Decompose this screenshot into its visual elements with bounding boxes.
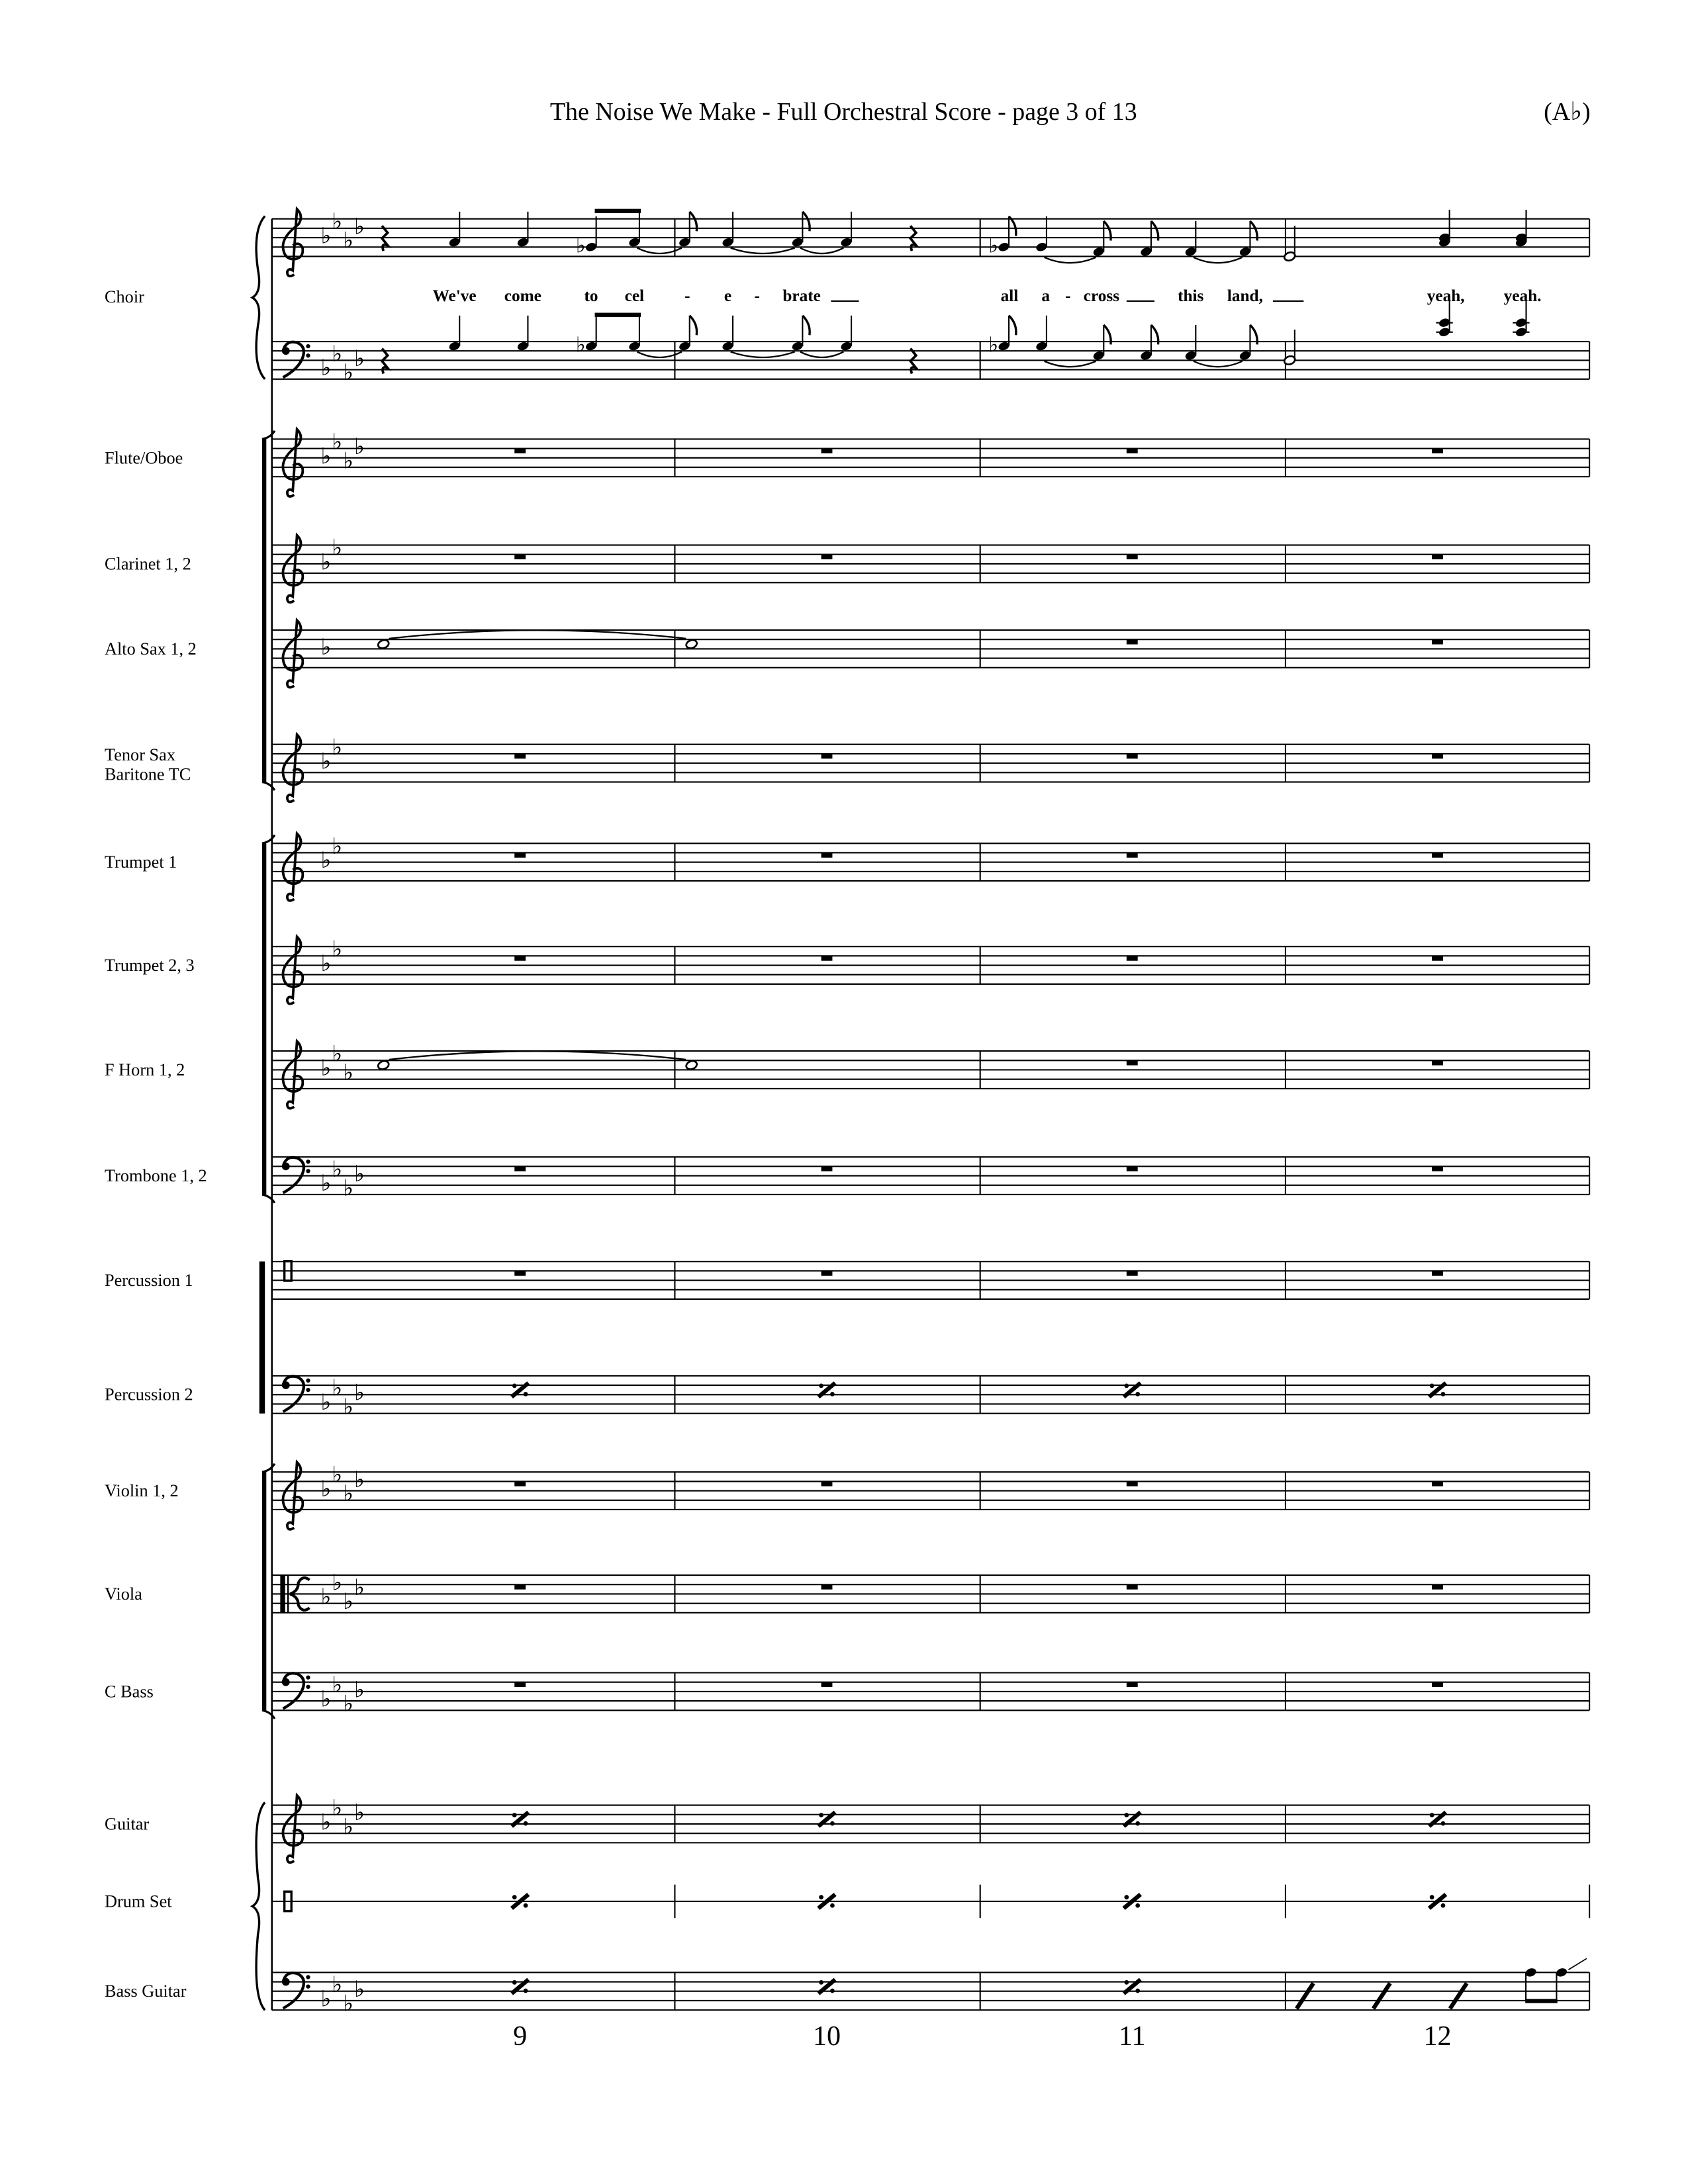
key-signature-flat: ♭ (332, 834, 343, 859)
whole-rest (821, 1271, 833, 1275)
whole-rest (514, 1584, 526, 1589)
key-signature-flat: ♭ (320, 1987, 332, 2012)
key-signature-flat: ♭ (343, 228, 354, 253)
key-signature-flat: ♭ (320, 1056, 332, 1081)
instrument-label: Percussion 2 (104, 1385, 193, 1404)
whole-rest (514, 1481, 526, 1486)
key-signature-flat: ♭ (332, 536, 343, 561)
whole-rest (821, 852, 833, 857)
whole-rest (1127, 555, 1138, 559)
bass-clef-dot (306, 344, 310, 348)
key-signature-flat: ♭ (320, 1810, 332, 1835)
repeat-dot (1124, 1895, 1129, 1899)
whole-rest (1432, 555, 1443, 559)
key-signature-flat: ♭ (353, 435, 365, 460)
strings-bracket-hook (262, 1464, 275, 1473)
whole-rest (514, 1271, 526, 1275)
key-label: (A♭) (1544, 98, 1591, 126)
key-signature-flat: ♭ (320, 1477, 332, 1502)
key-signature-flat: ♭ (353, 1467, 365, 1492)
whole-rest (1127, 1584, 1138, 1589)
eighth-flag (1009, 316, 1016, 335)
strings-bracket-hook (262, 1710, 275, 1719)
repeat-dot (830, 1903, 835, 1908)
key-signature-flat: ♭ (320, 1584, 332, 1610)
whole-note (685, 1060, 698, 1071)
repeat-dot (1430, 1813, 1434, 1817)
rhythm-brace (252, 1802, 265, 2010)
instrument-label: Guitar (104, 1814, 150, 1834)
whole-rest (1127, 1271, 1138, 1275)
key-signature-flat: ♭ (332, 210, 343, 235)
instrument-label: Clarinet 1, 2 (104, 554, 191, 574)
flat-accidental: ♭ (575, 333, 586, 357)
whole-rest (821, 956, 833, 960)
tie (1045, 257, 1096, 263)
instrument-label: Baritone TC (104, 764, 191, 784)
whole-rest (1432, 1060, 1443, 1065)
whole-rest (1432, 1584, 1443, 1589)
bass-clef-dot (306, 1160, 310, 1163)
key-signature-flat: ♭ (320, 1171, 332, 1197)
eighth-flag (802, 316, 810, 335)
lyric-syllable: all (1000, 286, 1019, 305)
key-signature-flat: ♭ (343, 449, 354, 474)
percussion-bracket (259, 1261, 265, 1414)
choir-brace (252, 216, 265, 379)
bass-clef-dot (306, 1975, 310, 1979)
key-signature-flat: ♭ (343, 1590, 354, 1615)
brass-bracket-hook (262, 1195, 275, 1203)
flat-accidental: ♭ (575, 234, 586, 257)
repeat-dot (830, 1392, 835, 1396)
repeat-dot (1124, 1980, 1129, 1985)
repeat-dot (1135, 1903, 1140, 1908)
tie (1194, 361, 1243, 367)
key-signature-flat: ♭ (320, 749, 332, 774)
lyric-syllable: land, (1227, 286, 1263, 305)
beam (1525, 1999, 1557, 2003)
repeat-dot (819, 1813, 823, 1817)
tie (389, 630, 686, 639)
measure-number: 11 (1119, 2020, 1146, 2052)
instrument-label: Trumpet 1 (104, 852, 177, 872)
key-signature-flat: ♭ (332, 430, 343, 455)
lyric-syllable: - (1065, 286, 1071, 305)
instrument-label: Choir (104, 287, 144, 307)
key-signature-flat: ♭ (320, 635, 332, 660)
tie (389, 1051, 686, 1060)
repeat-dot (1124, 1383, 1129, 1388)
whole-rest (514, 449, 526, 453)
whole-rest (1432, 754, 1443, 758)
bass-clef-dot (306, 1169, 310, 1173)
whole-rest (1432, 449, 1443, 453)
key-signature-flat: ♭ (343, 1482, 354, 1507)
glissando-line (1569, 1958, 1587, 1970)
whole-rest (514, 956, 526, 960)
page-title: The Noise We Make - Full Orchestral Score - page 3 of 13 (549, 98, 1137, 126)
whole-rest (1432, 852, 1443, 857)
whole-rest (514, 1682, 526, 1687)
tie (731, 352, 795, 357)
instrument-label: Violin 1, 2 (104, 1481, 179, 1501)
tie (800, 352, 843, 357)
bass-clef-dot (306, 1984, 310, 1988)
repeat-dot (512, 1980, 517, 1985)
repeat-dot (1430, 1383, 1434, 1388)
whole-rest (821, 1584, 833, 1589)
instrument-label: Tenor Sax (104, 745, 176, 764)
whole-rest (1432, 956, 1443, 960)
tie (731, 248, 795, 253)
instrument-label: Viola (104, 1584, 142, 1604)
whole-note (377, 639, 389, 650)
key-signature-flat: ♭ (332, 341, 343, 367)
flat-accidental: ♭ (988, 333, 999, 357)
bass-clef-dot (306, 1388, 310, 1392)
lyric-syllable: - (754, 286, 760, 305)
eighth-flag (690, 316, 697, 335)
key-signature-flat: ♭ (320, 444, 332, 469)
whole-rest (1432, 1271, 1443, 1275)
alto-clef-icon (287, 1575, 289, 1613)
key-signature-flat: ♭ (332, 937, 343, 962)
key-signature-flat: ♭ (343, 1815, 354, 1840)
instrument-label: Percussion 1 (104, 1270, 193, 1290)
instrument-label: Alto Sax 1, 2 (104, 639, 197, 659)
whole-rest (514, 852, 526, 857)
lyric-syllable: cel (624, 286, 645, 305)
whole-note (377, 1060, 389, 1071)
repeat-dot (524, 1821, 528, 1826)
key-signature-flat: ♭ (320, 951, 332, 976)
whole-rest (821, 754, 833, 758)
key-signature-flat: ♭ (353, 1381, 365, 1406)
repeat-dot (512, 1383, 517, 1388)
woodwind-bracket-hook (262, 782, 275, 791)
key-signature-flat: ♭ (353, 214, 365, 240)
woodwind-bracket-hook (262, 431, 275, 439)
key-signature-flat: ♭ (353, 1678, 365, 1703)
instrument-label: Drum Set (104, 1891, 172, 1911)
key-signature-flat: ♭ (332, 1570, 343, 1596)
whole-rest (1127, 639, 1138, 644)
instrument-label: F Horn 1, 2 (104, 1060, 185, 1079)
measure-number: 9 (513, 2020, 528, 2052)
lyric-syllable: to (584, 286, 598, 305)
key-signature-flat: ♭ (332, 1042, 343, 1067)
whole-rest (514, 754, 526, 758)
whole-rest (821, 555, 833, 559)
flat-accidental: ♭ (988, 234, 999, 257)
brass-bracket-hook (262, 835, 275, 844)
key-signature-flat: ♭ (343, 1176, 354, 1201)
lyric-syllable: yeah. (1503, 286, 1542, 305)
whole-rest (514, 1166, 526, 1171)
whole-rest (1432, 1166, 1443, 1171)
lyric-syllable: e (724, 286, 732, 305)
whole-note (685, 639, 698, 650)
repeat-dot (1124, 1813, 1129, 1817)
key-signature-flat: ♭ (320, 550, 332, 575)
key-signature-flat: ♭ (332, 1463, 343, 1488)
whole-rest (1127, 1060, 1138, 1065)
whole-rest (1127, 1166, 1138, 1171)
measure-number: 10 (812, 2020, 841, 2052)
whole-rest (821, 449, 833, 453)
repeat-dot (524, 1989, 528, 1993)
instrument-label: Trumpet 2, 3 (104, 955, 195, 975)
tie (1194, 257, 1243, 263)
key-signature-flat: ♭ (343, 1692, 354, 1717)
repeat-dot (830, 1989, 835, 1993)
lyric-syllable: We've (432, 286, 477, 305)
key-signature-flat: ♭ (332, 1973, 343, 1998)
bass-clef-dot (306, 353, 310, 357)
whole-rest (821, 1682, 833, 1687)
whole-rest (821, 1481, 833, 1486)
repeat-dot (1441, 1903, 1446, 1908)
key-signature-flat: ♭ (320, 224, 332, 249)
key-signature-flat: ♭ (320, 848, 332, 874)
instrument-label: Flute/Oboe (104, 448, 183, 468)
bass-clef-dot (306, 1675, 310, 1679)
lyric-syllable: - (684, 286, 690, 305)
whole-rest (1127, 449, 1138, 453)
key-signature-flat: ♭ (353, 1801, 365, 1826)
strings-bracket (262, 1472, 266, 1710)
tie (800, 248, 843, 253)
key-signature-flat: ♭ (343, 361, 354, 386)
key-signature-flat: ♭ (332, 1796, 343, 1821)
repeat-dot (1135, 1821, 1140, 1826)
whole-rest (1127, 754, 1138, 758)
beam (595, 209, 641, 213)
lyric-syllable: brate (782, 286, 821, 305)
key-signature-flat: ♭ (332, 1673, 343, 1698)
whole-rest (1432, 1481, 1443, 1486)
rhythm-slash (1297, 1983, 1313, 2009)
instrument-label: Trombone 1, 2 (104, 1166, 207, 1186)
lyric-syllable: come (504, 286, 541, 305)
key-signature-flat: ♭ (343, 1991, 354, 2017)
key-signature-flat: ♭ (353, 1162, 365, 1187)
key-signature-flat: ♭ (320, 356, 332, 381)
brass-bracket (262, 843, 266, 1195)
bass-clef-dot (306, 1379, 310, 1383)
repeat-dot (524, 1903, 528, 1908)
key-signature-flat: ♭ (320, 1390, 332, 1415)
key-signature-flat: ♭ (343, 1061, 354, 1086)
whole-rest (1127, 852, 1138, 857)
bass-clef-dot (306, 1685, 310, 1689)
repeat-dot (1430, 1895, 1434, 1899)
key-signature-flat: ♭ (332, 1157, 343, 1182)
key-signature-flat: ♭ (332, 1376, 343, 1401)
rhythm-slash (1374, 1983, 1390, 2009)
repeat-dot (819, 1980, 823, 1985)
whole-rest (1432, 1682, 1443, 1687)
whole-rest (1127, 1682, 1138, 1687)
repeat-dot (1135, 1392, 1140, 1396)
beam (595, 313, 641, 317)
whole-rest (1127, 1481, 1138, 1486)
key-signature-flat: ♭ (343, 1394, 354, 1420)
alto-clef-icon (280, 1575, 285, 1613)
key-signature-flat: ♭ (320, 1687, 332, 1712)
lyric-syllable: cross (1083, 286, 1120, 305)
key-signature-flat: ♭ (332, 735, 343, 760)
lyric-syllable: a (1041, 286, 1051, 305)
whole-rest (1432, 639, 1443, 644)
key-signature-flat: ♭ (353, 346, 365, 371)
repeat-dot (524, 1392, 528, 1396)
repeat-dot (512, 1813, 517, 1817)
measure-number: 12 (1423, 2020, 1452, 2052)
whole-rest (1127, 956, 1138, 960)
instrument-label: Bass Guitar (104, 1981, 187, 2001)
repeat-dot (1441, 1392, 1446, 1396)
repeat-dot (512, 1895, 517, 1899)
tie (1045, 361, 1096, 367)
key-signature-flat: ♭ (353, 1575, 365, 1600)
repeat-dot (1441, 1821, 1446, 1826)
repeat-dot (830, 1821, 835, 1826)
lyric-syllable: yeah, (1427, 286, 1465, 305)
whole-rest (821, 1166, 833, 1171)
instrument-label: C Bass (104, 1682, 154, 1702)
lyric-syllable: this (1178, 286, 1204, 305)
woodwind-bracket (262, 439, 266, 782)
repeat-dot (819, 1895, 823, 1899)
key-signature-flat: ♭ (353, 1978, 365, 2003)
repeat-dot (1135, 1989, 1140, 1993)
repeat-dot (819, 1383, 823, 1388)
rhythm-slash (1450, 1983, 1467, 2009)
whole-rest (514, 555, 526, 559)
